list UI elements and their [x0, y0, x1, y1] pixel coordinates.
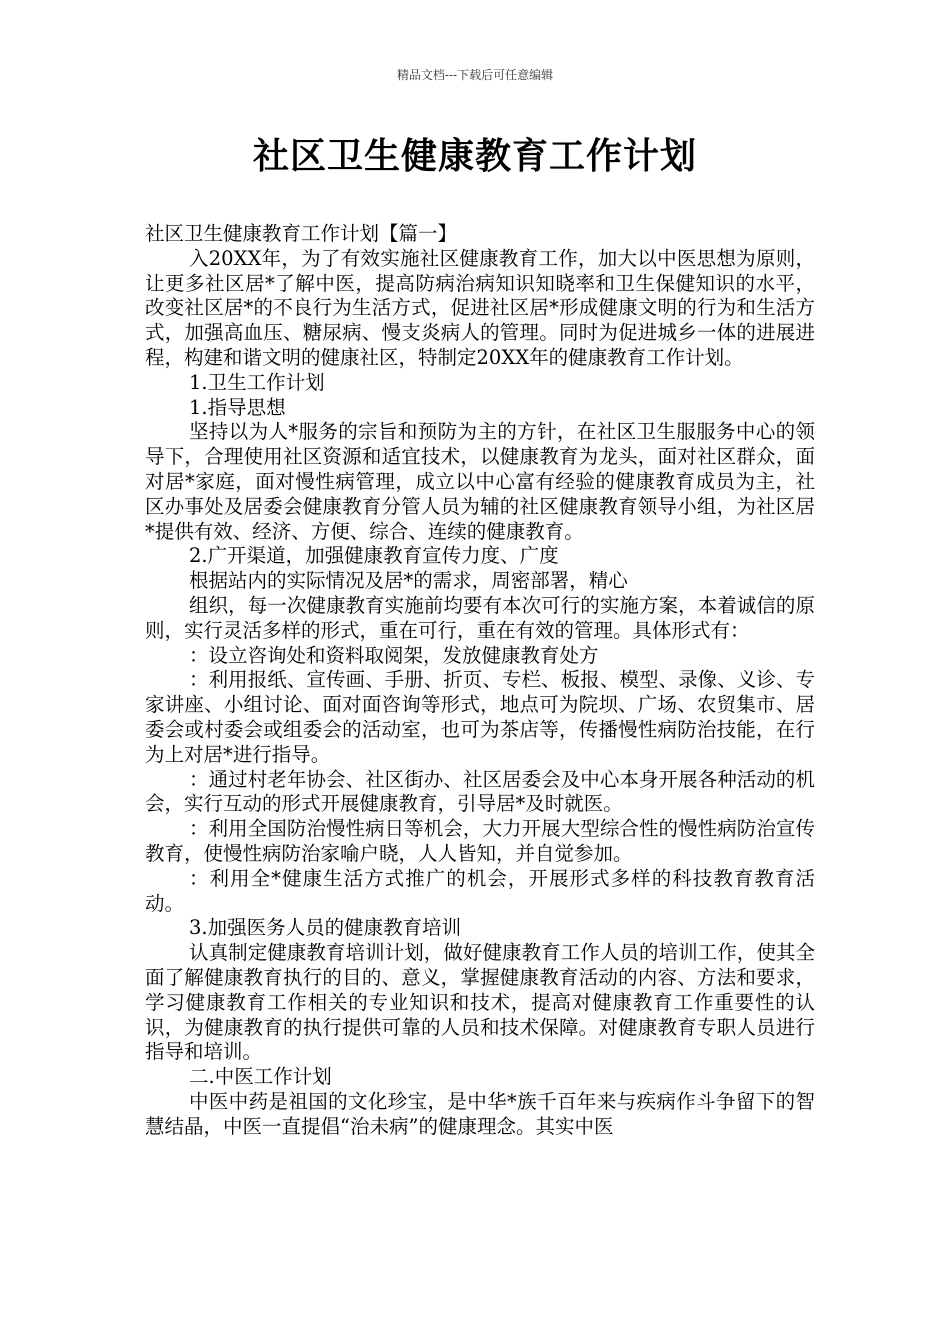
paragraph: 1.卫生工作计划 — [189, 370, 325, 394]
document-body — [145, 222, 815, 1139]
paragraph: 坚持以为人*服务的宗旨和预防为主的方针，在社区卫生服服务中心的领导下，合理使用社区资源和适宜技术，以健康教育为龙头，面对社区群众，面对居*家庭，面对慢性病管理，成立以中心富有经验的健康教育成员为主，社区办事处及居委会健康教育分管人员为辅的社区健康教育领导小组，为社区居*提供有效、经济、方便、综合、连续的健康教育。 — [145, 420, 815, 543]
section-heading: 社区卫生健康教育工作计划【篇一】 — [145, 222, 458, 245]
paragraph: ：利用报纸、宣传画、手册、折页、专栏、板报、模型、录像、义诊、专家讲座、小组讨论、面对面咨询等形式，地点可为院坝、广场、农贸集市、居委会或村委会或组委会的活动室，也可为茶店等，传播慢性病防治技能，在行为上对居*进行指导。 — [145, 668, 815, 766]
paragraph: 中医中药是祖国的文化珍宝，是中华*族千百年来与疾病作斗争留下的智慧结晶，中医一直提倡“治未病”的健康理念。其实中医 — [145, 1089, 815, 1138]
paragraph: 1.指导思想 — [189, 395, 286, 419]
header-note: 精品文档---下载后可任意编辑 — [396, 68, 554, 82]
paragraph: ：利用全*健康生活方式推广的机会，开展形式多样的科技教育教育活动。 — [145, 866, 815, 915]
paragraph: 认真制定健康教育培训计划，做好健康教育工作人员的培训工作，使其全面了解健康教育执行的目的、意义，掌握健康教育活动的内容、方法和要求，学习健康教育工作相关的专业知识和技术，提高对健康教育工作重要性的认识，为健康教育的执行提供可靠的人员和技术保障。对健康教育专职人员进行指导和培训。 — [145, 941, 815, 1064]
paragraph: ：设立咨询处和资料取阅架，发放健康教育处方 — [189, 643, 599, 667]
page-title: 社区卫生健康教育工作计划 — [252, 136, 697, 177]
paragraph: 2.广开渠道，加强健康教育宣传力度、广度 — [189, 544, 559, 568]
paragraph: 3.加强医务人员的健康教育培训 — [189, 916, 462, 940]
paragraph: 组织，每一次健康教育实施前均要有本次可行的实施方案，本着诚信的原则，实行灵活多样的形式，重在可行，重在有效的管理。具体形式有： — [145, 593, 815, 642]
paragraph: 入20XX年，为了有效实施社区健康教育工作，加大以中医思想为原则，让更多社区居*了解中医，提高防病治病知识知晓率和卫生保健知识的水平，改变社区居*的不良行为生活方式，促进社区居*形成健康文明的行为和生活方式，加强高血压、糖尿病、慢支炎病人的管理。同时为促进城乡一体的进展进程，构建和谐文明的健康社区，特制定20XX年的健康教育工作计划。 — [145, 246, 815, 369]
paragraph: ：通过村老年协会、社区街办、社区居委会及中心本身开展各种活动的机会，实行互动的形式开展健康教育，引导居*及时就医。 — [145, 767, 815, 816]
paragraph: 根据站内的实际情况及居*的需求，周密部署，精心 — [189, 569, 628, 593]
paragraph: 二.中医工作计划 — [189, 1065, 332, 1089]
paragraph: ：利用全国防治慢性病日等机会，大力开展大型综合性的慢性病防治宣传教育，使慢性病防治家喻户晓，人人皆知，并自觉参加。 — [145, 817, 815, 865]
